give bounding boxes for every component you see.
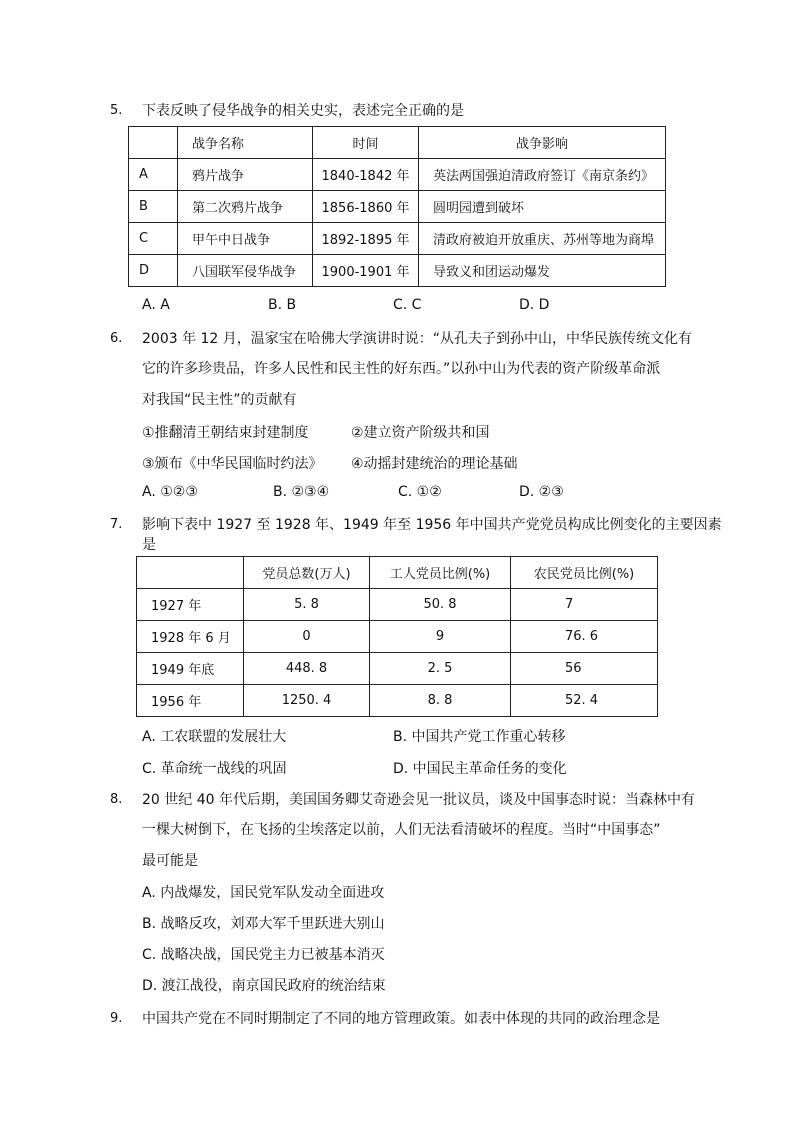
table-cell: 1840-1842 年: [313, 159, 419, 191]
table-header: 党员总数(万人): [244, 557, 370, 589]
table-row: [137, 685, 658, 717]
question-stem: 中国共产党在不同时期制定了不同的地方管理政策。如表中体现的共同的政治理念是: [142, 1011, 660, 1027]
table-cell: 1250. 4: [244, 685, 370, 717]
table-cell: 0: [244, 621, 370, 653]
table-row: [137, 653, 658, 685]
table-cell: 8. 8: [370, 685, 511, 717]
table-cell: [129, 127, 178, 159]
table-cell: 7: [511, 589, 658, 621]
party-member-table: [136, 556, 658, 717]
table-cell: 导致义和团运动爆发: [419, 255, 666, 287]
table-cell: A: [129, 159, 178, 191]
option-c[interactable]: C. 战略决战，国民党主力已被基本消灭: [142, 947, 385, 963]
war-table: [128, 126, 666, 287]
statement-item: ①推翻清王朝结束封建制度: [142, 425, 309, 441]
table-cell: 八国联军侵华战争: [178, 255, 313, 287]
table-cell: 1928 年 6 月: [137, 621, 244, 653]
table-header: 战争名称: [178, 127, 313, 159]
option-d[interactable]: D. D: [519, 297, 550, 313]
question-number: 9.: [110, 1011, 123, 1026]
option-a[interactable]: A. A: [142, 297, 170, 313]
table-cell: C: [129, 223, 178, 255]
option-d[interactable]: D. ②③: [519, 484, 564, 500]
table-header-row: [137, 557, 658, 589]
question-line: 2003 年 12 月，温家宝在哈佛大学演讲时说：“从孔夫子到孙中山，中华民族传统文化有: [142, 331, 693, 347]
option-d[interactable]: D. 渡江战役，南京国民政府的统治结束: [142, 978, 386, 994]
table-cell: 448. 8: [244, 653, 370, 685]
table-cell: 鸦片战争: [178, 159, 313, 191]
table-header: 时间: [313, 127, 419, 159]
statement-item: ④动摇封建统治的理论基础: [351, 456, 518, 472]
question-number: 5.: [110, 103, 123, 118]
option-b[interactable]: B. B: [268, 297, 297, 313]
question-line: 对我国“民主性”的贡献有: [142, 392, 297, 408]
question-line: 它的许多珍贵品，许多人民性和民主性的好东西。”以孙中山为代表的资产阶级革命派: [142, 361, 661, 377]
question-stem: 下表反映了侵华战争的相关史实，表述完全正确的是: [142, 103, 464, 119]
statement-item: ②建立资产阶级共和国: [351, 425, 490, 441]
option-c[interactable]: C. 革命统一战线的巩固: [142, 761, 287, 777]
option-b[interactable]: B. 战略反攻，刘邓大军千里跃进大别山: [142, 916, 385, 932]
table-row: [137, 589, 658, 621]
question-line: 最可能是: [142, 853, 198, 869]
table-cell: 第二次鸦片战争: [178, 191, 313, 223]
table-cell: 5. 8: [244, 589, 370, 621]
option-b[interactable]: B. ②③④: [273, 484, 330, 500]
table-row: [137, 621, 658, 653]
table-cell: D: [129, 255, 178, 287]
table-cell: 1900-1901 年: [313, 255, 419, 287]
table-cell: 52. 4: [511, 685, 658, 717]
table-cell: 1927 年: [137, 589, 244, 621]
question-line: 是: [142, 537, 156, 553]
table-cell: 1892-1895 年: [313, 223, 419, 255]
table-header: 战争影响: [419, 127, 666, 159]
table-header: 农民党员比例(%): [511, 557, 658, 589]
question-line: 一棵大树倒下，在飞扬的尘埃落定以前，人们无法看清破坏的程度。当时“中国事态”: [142, 822, 661, 838]
table-cell: 50. 8: [370, 589, 511, 621]
option-a[interactable]: A. ①②③: [142, 484, 198, 500]
question-number: 7.: [110, 517, 123, 532]
table-cell: 甲午中日战争: [178, 223, 313, 255]
option-a[interactable]: A. 工农联盟的发展壮大: [142, 729, 287, 745]
question-line: 20 世纪 40 年代后期，美国国务卿艾奇逊会见一批议员，谈及中国事态时说：当森林中有: [142, 792, 695, 808]
table-cell: 2. 5: [370, 653, 511, 685]
table-row: [129, 255, 666, 287]
table-cell: 56: [511, 653, 658, 685]
table-cell: 1856-1860 年: [313, 191, 419, 223]
option-c[interactable]: C. C: [393, 297, 422, 313]
table-cell: 1956 年: [137, 685, 244, 717]
option-d[interactable]: D. 中国民主革命任务的变化: [393, 761, 567, 777]
statement-item: ③颁布《中华民国临时约法》: [142, 456, 323, 472]
table-header: 工人党员比例(%): [370, 557, 511, 589]
question-number: 6.: [110, 331, 123, 346]
table-cell: 76. 6: [511, 621, 658, 653]
table-row: [129, 223, 666, 255]
table-row: [129, 159, 666, 191]
table-cell: B: [129, 191, 178, 223]
question-number: 8.: [110, 792, 123, 807]
table-cell: 英法两国强迫清政府签订《南京条约》: [419, 159, 666, 191]
option-b[interactable]: B. 中国共产党工作重心转移: [393, 729, 566, 745]
table-header: [137, 557, 244, 589]
table-cell: 清政府被迫开放重庆、苏州等地为商埠: [419, 223, 666, 255]
question-line: 影响下表中 1927 至 1928 年、1949 年至 1956 年中国共产党党员构成比例变化的主要因素: [142, 517, 722, 533]
table-cell: 1949 年底: [137, 653, 244, 685]
table-header-row: [129, 127, 666, 159]
option-a[interactable]: A. 内战爆发，国民党军队发动全面进攻: [142, 885, 385, 901]
table-row: [129, 191, 666, 223]
table-cell: 9: [370, 621, 511, 653]
option-c[interactable]: C. ①②: [398, 484, 442, 500]
table-cell: 圆明园遭到破坏: [419, 191, 666, 223]
